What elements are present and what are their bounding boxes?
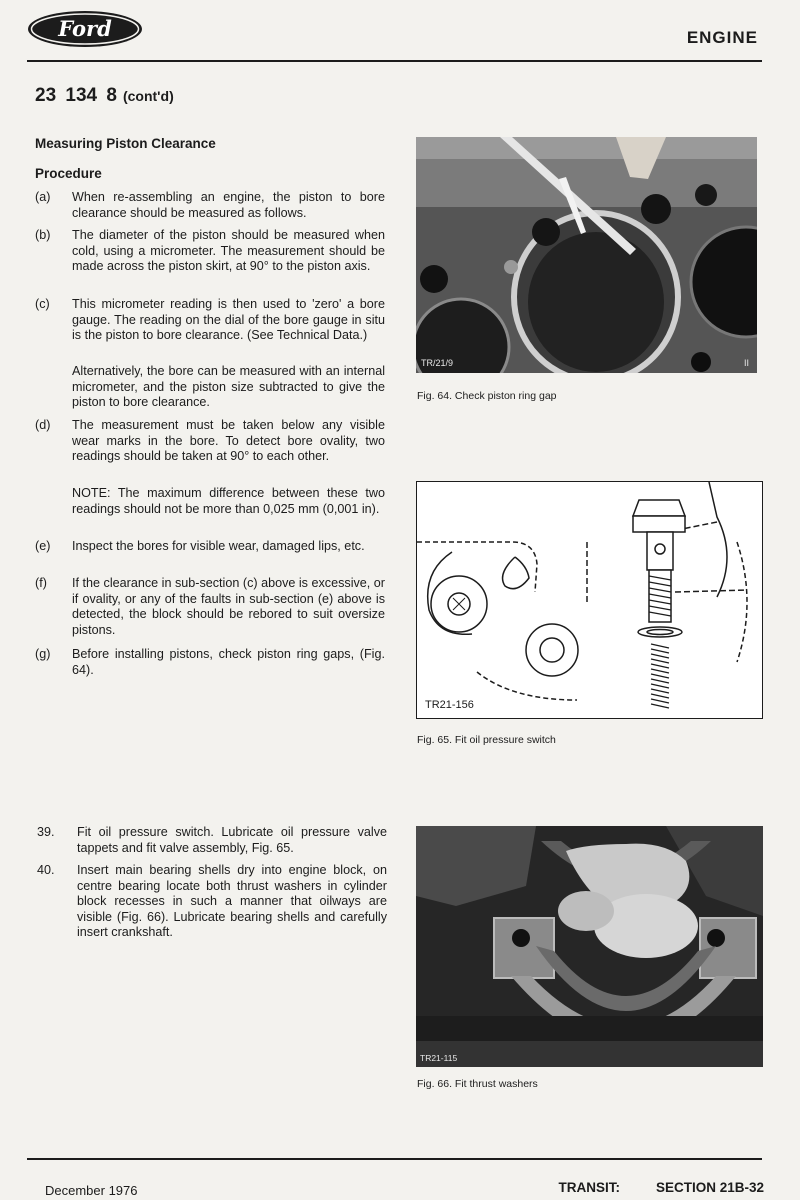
measuring-title: Measuring Piston Clearance — [35, 136, 216, 151]
item-label: (d) — [35, 418, 51, 432]
figure-code: TR21-156 — [425, 699, 474, 711]
procedure-item-g — [35, 647, 385, 678]
procedure-item-e — [35, 539, 385, 555]
item-label: (c) — [35, 297, 50, 311]
procedure-item-d — [35, 418, 385, 465]
procedure-para-c: Alternatively, the bore can be measured with an internal micrometer, and the piston size subtracted to give the piston to bore clearance. — [72, 364, 385, 409]
footer-vehicle: TRANSIT: — [558, 1180, 620, 1195]
step-text: Insert main bearing shells dry into engine block, on centre bearing locate both thrust washers in cylinder block recesses in such a manner that oilways are visible (Fig. 66). Lubricate bearing shells and carefully insert crankshaft. — [77, 863, 387, 939]
item-label: (a) — [35, 190, 51, 204]
figure-code: TR21-115 — [420, 1053, 458, 1063]
item-label: (f) — [35, 576, 47, 590]
item-text: The diameter of the piston should be measured when cold, using a micrometer. The measurement should be made across the piston skirt, at 90° to the piston axis. — [72, 228, 385, 273]
item-label: (b) — [35, 228, 51, 242]
figure-corner-mark: II — [743, 358, 749, 368]
logo-text: Ford — [58, 16, 112, 41]
figure-64-photo — [416, 137, 757, 373]
item-text: If the clearance in sub-section (c) above is excessive, or if ovality, or any of the faults in sub-section (e) above is detected, the block should be rebored to suit oversize pistons. — [72, 576, 385, 637]
footer-rule — [27, 1158, 762, 1160]
item-label: (e) — [35, 539, 51, 553]
section-title: ENGINE — [686, 28, 758, 47]
figure-65-caption: Fig. 65. Fit oil pressure switch — [417, 734, 556, 746]
step-number: 40. — [37, 863, 55, 877]
procedure-item-f — [35, 576, 385, 638]
item-text: Before installing pistons, check piston ring gaps, (Fig. 64). — [72, 647, 385, 677]
footer-section — [558, 1180, 764, 1195]
step-text: Fit oil pressure switch. Lubricate oil pressure valve tappets and fit valve assembly, Fig. 65. — [77, 825, 387, 855]
piston-ring-gap-photo-icon — [416, 137, 757, 373]
thrust-washers-photo-icon — [416, 826, 763, 1067]
header-rule — [27, 60, 762, 62]
procedure-title: Procedure — [35, 166, 102, 181]
procedure-item-b — [35, 228, 385, 275]
figure-66-photo — [416, 826, 763, 1067]
procedure-item-c — [35, 297, 385, 344]
item-text: Inspect the bores for visible wear, damaged lips, etc. — [72, 539, 365, 553]
figure-code: TR/21/9 — [421, 358, 454, 368]
footer-date: December 1976 — [45, 1183, 138, 1198]
step-40 — [35, 863, 387, 941]
figure-66-caption: Fig. 66. Fit thrust washers — [417, 1078, 538, 1090]
oil-pressure-switch-drawing-icon — [417, 482, 761, 717]
operation-number: 23 134 8 — [35, 85, 117, 106]
item-label: (g) — [35, 647, 51, 661]
procedure-item-a — [35, 190, 385, 221]
procedure-note-d: NOTE: The maximum difference between these two readings should not be more than 0,025 mm (0,001 in). — [72, 486, 385, 516]
item-text: The measurement must be taken below any visible wear marks in the bore. To detect bore ovality, two readings should be taken at 90° to each other. — [72, 418, 385, 463]
operation-heading — [35, 85, 174, 107]
step-number: 39. — [37, 825, 55, 839]
ford-logo — [27, 10, 143, 48]
figure-65-drawing — [416, 481, 763, 719]
operation-cont: (cont'd) — [122, 88, 174, 104]
step-39 — [35, 825, 387, 856]
figure-64-caption: Fig. 64. Check piston ring gap — [417, 390, 557, 402]
item-text: This micrometer reading is then used to 'zero' a bore gauge. The reading on the dial of the bore gauge in situ is the piston to bore clearance. (See Technical Data.) — [72, 297, 385, 342]
item-text: When re-assembling an engine, the piston to bore clearance should be measured as follows. — [72, 190, 385, 220]
footer-section-number: SECTION 21B-32 — [655, 1180, 764, 1195]
